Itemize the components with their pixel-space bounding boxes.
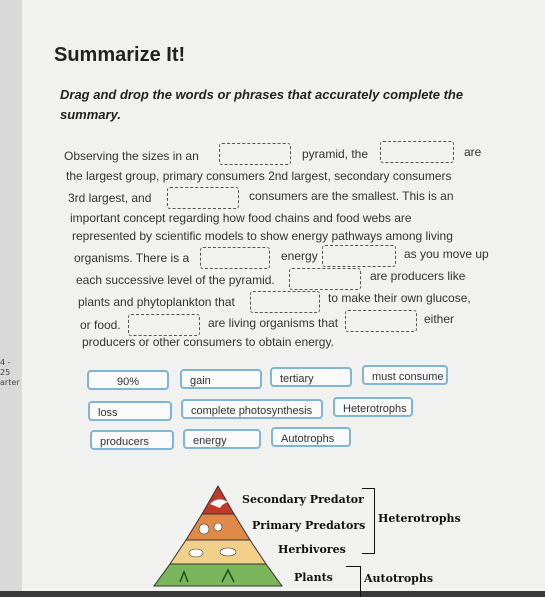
- word-chip-must-consume[interactable]: must consume: [362, 365, 448, 385]
- summary-text: to make their own glucose,: [328, 291, 471, 305]
- summary-text: consumers are the smallest. This is an: [249, 189, 454, 203]
- word-chip-complete-photosynthesis[interactable]: complete photosynthesis: [181, 399, 323, 419]
- drop-blank-5[interactable]: [322, 245, 396, 267]
- drop-blank-9[interactable]: [345, 310, 417, 332]
- margin-note: 4 -: [0, 358, 11, 367]
- summary-text: energy: [281, 249, 318, 263]
- summary-text: either: [424, 312, 455, 326]
- margin-note: 25: [0, 368, 11, 377]
- pyramid-label-herbivores: Herbivores: [278, 543, 346, 556]
- drop-blank-8[interactable]: [128, 314, 200, 336]
- summary-text: Observing the sizes in an: [64, 149, 199, 163]
- word-chip-autotrophs[interactable]: Autotrophs: [271, 427, 351, 447]
- margin-note: arter: [0, 378, 20, 387]
- pyramid-label-primary: Primary Predators: [252, 519, 366, 532]
- drop-blank-3[interactable]: [167, 187, 239, 209]
- summary-text: are living organisms that: [208, 316, 339, 330]
- word-chip-heterotrophs[interactable]: Heterotrophs: [333, 397, 413, 417]
- summary-text: are: [464, 145, 482, 159]
- herbivore-silhouette: [220, 548, 236, 556]
- pyramid-tier-plants: [154, 564, 282, 586]
- summary-text: important concept regarding how food chains and food webs are: [70, 211, 412, 225]
- summary-text: as you move up: [404, 247, 489, 261]
- word-chip-gain[interactable]: gain: [180, 369, 262, 389]
- heterotrophs-bracket: [362, 488, 375, 554]
- drop-blank-7[interactable]: [250, 291, 320, 313]
- summary-text: plants and phytoplankton that: [78, 295, 235, 309]
- autotrophs-bracket: [346, 566, 361, 597]
- summary-text: organisms. There is a: [74, 251, 190, 265]
- word-chip-loss[interactable]: loss: [88, 401, 172, 421]
- primary-predator-silhouette: [214, 523, 222, 531]
- word-chip-producers[interactable]: producers: [90, 430, 174, 450]
- drop-blank-6[interactable]: [289, 268, 361, 290]
- pyramid-label-secondary: Secondary Predator: [242, 493, 364, 506]
- summary-text: are producers like: [370, 269, 466, 283]
- summary-text: pyramid, the: [302, 147, 369, 161]
- page-title: Summarize It!: [54, 44, 186, 66]
- heterotrophs-label: Heterotrophs: [378, 512, 461, 525]
- drop-blank-1[interactable]: [219, 143, 291, 165]
- autotrophs-label: Autotrophs: [364, 572, 434, 585]
- summary-text: 3rd largest, and: [68, 191, 152, 205]
- drop-blank-2[interactable]: [380, 141, 454, 163]
- summary-text: each successive level of the pyramid.: [76, 273, 275, 287]
- summary-text: the largest group, primary consumers 2nd largest, secondary consumers: [66, 169, 452, 183]
- worksheet-page: [22, 0, 545, 591]
- summary-text: producers or other consumers to obtain energy.: [82, 335, 334, 349]
- summary-text: or food.: [80, 318, 121, 332]
- herbivore-silhouette: [189, 549, 203, 557]
- pyramid-tier-herbivores: [170, 540, 266, 564]
- instructions: Drag and drop the words or phrases that accurately complete the summary.: [60, 87, 464, 122]
- primary-predator-silhouette: [199, 524, 209, 534]
- pyramid-label-plants: Plants: [294, 571, 333, 584]
- left-margin-strip: [0, 0, 22, 591]
- word-chip-90-percent[interactable]: 90%: [87, 370, 169, 390]
- drop-blank-4[interactable]: [200, 247, 270, 269]
- word-chip-tertiary[interactable]: tertiary: [270, 367, 352, 387]
- word-chip-energy[interactable]: energy: [183, 429, 261, 449]
- summary-text: represented by scientific models to show energy pathways among living: [72, 229, 453, 243]
